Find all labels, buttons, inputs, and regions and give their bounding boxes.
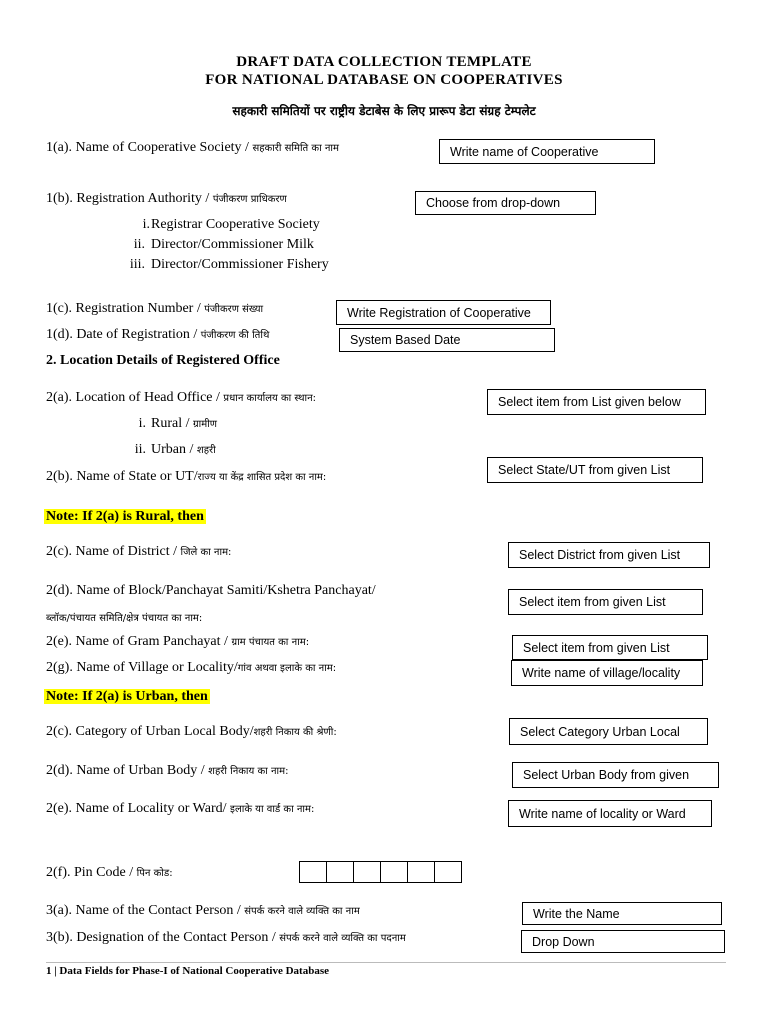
option-milk: Director/Commissioner Milk	[151, 237, 314, 252]
section-2-heading: 2. Location Details of Registered Office	[46, 353, 280, 368]
pin-digit-5[interactable]	[407, 861, 435, 883]
field-3b-label: 3(b). Designation of the Contact Person / संपर्क करने वाले व्यक्ति का पदनाम	[46, 930, 406, 945]
pin-digit-1[interactable]	[299, 861, 327, 883]
pin-code-boxes	[300, 861, 462, 883]
designation-dropdown[interactable]: Drop Down	[521, 930, 725, 953]
field-3a-label: 3(a). Name of the Contact Person / संपर्क करने वाले व्यक्ति का नाम	[46, 903, 360, 918]
option-num: ii.	[133, 237, 145, 252]
option-num: i.	[138, 416, 146, 431]
field-1c-label: 1(c). Registration Number / पंजीकरण संख्या	[46, 301, 264, 316]
gram-panchayat-select[interactable]: Select item from given List	[512, 635, 708, 660]
field-2d-rural-hindi: ब्लॉक/पंचायत समिति/क्षेत्र पंचायत का नाम:	[46, 613, 203, 624]
district-select[interactable]: Select District from given List	[508, 542, 710, 568]
field-2f-label: 2(f). Pin Code / पिन कोड:	[46, 865, 173, 880]
contact-name-input[interactable]: Write the Name	[522, 902, 722, 925]
urban-body-select[interactable]: Select Urban Body from given	[512, 762, 719, 788]
field-2g-rural-label: 2(g). Name of Village or Locality/गांव अथवा इलाके का नाम:	[46, 660, 337, 675]
registration-number-input[interactable]: Write Registration of Cooperative	[336, 300, 551, 325]
field-1b-label: 1(b). Registration Authority / पंजीकरण प्राधिकरण	[46, 191, 287, 206]
locality-ward-input[interactable]: Write name of locality or Ward	[508, 800, 712, 827]
title-line-2: FOR NATIONAL DATABASE ON COOPERATIVES	[205, 72, 563, 88]
pin-digit-6[interactable]	[434, 861, 462, 883]
field-1d-label: 1(d). Date of Registration / पंजीकरण की तिथि	[46, 327, 270, 342]
page-footer: 1 | Data Fields for Phase-I of National Cooperative Database	[46, 965, 329, 977]
note-urban: Note: If 2(a) is Urban, then	[46, 689, 208, 704]
village-input[interactable]: Write name of village/locality	[511, 660, 703, 686]
registration-authority-dropdown[interactable]: Choose from drop-down	[415, 191, 596, 215]
head-office-location-select[interactable]: Select item from List given below	[487, 389, 706, 415]
field-2c-rural-label: 2(c). Name of District / जिले का नाम:	[46, 544, 232, 559]
option-registrar: Registrar Cooperative Society	[151, 217, 320, 232]
option-num: iii.	[129, 257, 145, 272]
footer-divider	[46, 962, 726, 963]
pin-digit-4[interactable]	[380, 861, 408, 883]
field-2b-label: 2(b). Name of State or UT/राज्य या केंद्र शासित प्रदेश का नाम:	[46, 469, 327, 484]
field-2a-label: 2(a). Location of Head Office / प्रधान कार्यालय का स्थान:	[46, 390, 317, 405]
pin-digit-3[interactable]	[353, 861, 381, 883]
cooperative-name-input[interactable]: Write name of Cooperative	[439, 139, 655, 164]
field-2d-rural-label: 2(d). Name of Block/Panchayat Samiti/Kshetra Panchayat/	[46, 583, 376, 598]
title-line-1: DRAFT DATA COLLECTION TEMPLATE	[236, 54, 532, 70]
urban-category-select[interactable]: Select Category Urban Local	[509, 718, 708, 745]
note-rural: Note: If 2(a) is Rural, then	[46, 509, 204, 524]
field-2e-urban-label: 2(e). Name of Locality or Ward/ इलाके या वार्ड का नाम:	[46, 801, 315, 816]
pin-digit-2[interactable]	[326, 861, 354, 883]
field-2c-urban-label: 2(c). Category of Urban Local Body/शहरी निकाय की श्रेणी:	[46, 724, 337, 739]
field-2d-urban-label: 2(d). Name of Urban Body / शहरी निकाय का नाम:	[46, 763, 289, 778]
option-rural: Rural / ग्रामीण	[151, 416, 218, 431]
field-1a-label: 1(a). Name of Cooperative Society / सहकारी समिति का नाम	[46, 140, 340, 155]
title-hindi: सहकारी समितियों पर राष्ट्रीय डेटाबेस के लिए प्रारूप डेटा संग्रह टेम्पलेट	[232, 104, 536, 118]
option-urban: Urban / शहरी	[151, 442, 216, 457]
option-fishery: Director/Commissioner Fishery	[151, 257, 329, 272]
option-num: ii.	[134, 442, 146, 457]
option-num: i.	[142, 217, 150, 232]
block-select[interactable]: Select item from given List	[508, 589, 703, 615]
state-select[interactable]: Select State/UT from given List	[487, 457, 703, 483]
registration-date-input[interactable]: System Based Date	[339, 328, 555, 352]
field-2e-rural-label: 2(e). Name of Gram Panchayat / ग्राम पंचायत का नाम:	[46, 634, 310, 649]
